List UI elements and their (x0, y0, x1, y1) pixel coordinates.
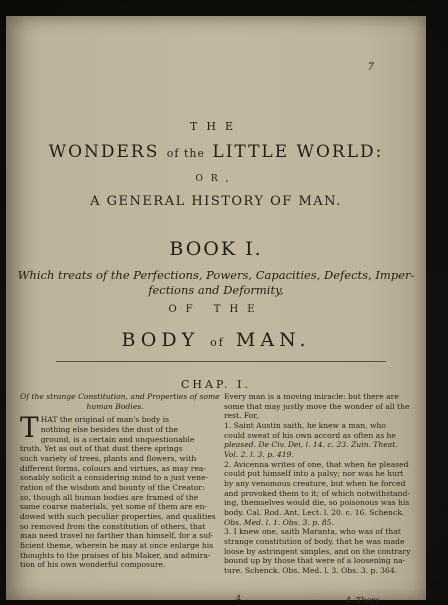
text-line: 2. Avicenna writes of one, that when he pleased (224, 459, 409, 469)
book-description-line: Which treats of the Perfections, Powers, Capacities, Defects, Imper- (17, 268, 415, 282)
text-line: dowed with such peculiar properties, and qualities (20, 511, 216, 521)
text-line: 3. I knew one, saith Maranta, who was of that (224, 527, 401, 537)
main-title-wonders: WONDERS (48, 142, 160, 162)
chapter-subtitle-line: human Bodies. (86, 401, 144, 411)
text-line: some that may justly move the wonder of all the (224, 401, 410, 411)
text-line: sonably solicit a considering mind to a just vene- (20, 473, 209, 483)
book-description (6, 268, 426, 298)
text-line: ficient theme, wherein he may at once enlarge his (20, 540, 214, 550)
header-the: THE (190, 120, 242, 133)
text-line: ing, themselves would die, so poisonous was his (224, 498, 410, 508)
chapter-subtitle (20, 392, 220, 411)
chapter-heading: CHAP. I. (181, 378, 251, 391)
citation-line: pleased. De Civ. Dei, l. 14. c. 23. Zuin. Theat. (224, 440, 398, 450)
text-line: ration of the wisdom and bounty of the Creator: (20, 482, 205, 492)
text-line: HAT the original of man's body is (40, 415, 170, 425)
of-the-heading: OF THE (168, 304, 264, 315)
text-line: by any venomous creature, but when he forced (224, 478, 406, 488)
text-line: same coarse materials, yet some of them are en- (20, 502, 208, 512)
text-line: 1. Saint Austin saith, he knew a man, who (224, 420, 386, 430)
book-title: BOOK I. (169, 238, 263, 260)
text-line: loose by astringent simples, and on the contrary (224, 546, 411, 556)
text-line: thoughts to the praises of his Maker, and admira- (20, 550, 211, 560)
main-title-of-the: of the (166, 147, 206, 160)
text-line: Every man is a moving miracle: but there are (224, 392, 399, 401)
book-description-line: fections and Deformity, (148, 283, 284, 297)
text-line: so removed from the constitution of others, that (20, 521, 206, 531)
main-title-little-world: LITTLE WORLD: (212, 142, 384, 162)
man-word: MAN. (235, 329, 311, 351)
text-line: strange constitution of body, that he was made (224, 536, 405, 546)
text-line: such variety of trees, plants and flowers, with (20, 453, 197, 463)
drop-cap: T (20, 411, 39, 445)
subtitle-general-history: A GENERAL HISTORY OF MAN. (90, 194, 342, 209)
book-page (6, 16, 426, 605)
text-line: ground, is a certain and unquestionable (40, 434, 195, 444)
right-column-text (224, 392, 411, 575)
of-word: of (210, 336, 225, 349)
text-line: could sweat of his own accord as often as he (224, 430, 396, 440)
text-line: bound up by those that were of a loosening na- (224, 556, 406, 566)
left-column-text (20, 392, 220, 570)
main-title (6, 142, 426, 162)
catchword: 4. There (346, 596, 380, 605)
page-number: 7 (367, 62, 374, 73)
signature-mark: 4 (236, 594, 242, 603)
text-line: truth. Yet as out of that dust there springs (20, 444, 183, 454)
text-line: tion of his own wonderful composure. (20, 560, 166, 570)
text-line: different forms, colours and virtues, as may rea- (20, 463, 206, 473)
citation-line: Obs. Med. l. 1. Obs. 3. p. 85. (224, 517, 334, 527)
text-line: and provoked them to it; of which notwithstand- (224, 488, 410, 498)
divider-rule (56, 361, 386, 362)
chapter-subtitle-line: Of the strange Constitution, and Properties of some (20, 392, 220, 401)
text-line: man need travel no farther than himself, for a suf- (20, 531, 214, 541)
text-line: body. Cal. Rod. Ant. Lect. l. 20. c. 16. Schenck. (224, 507, 405, 517)
citation-line: Vol. 2. l. 3. p. 419. (224, 449, 294, 459)
text-line: so, though all human bodies are framed of the (20, 492, 199, 502)
text-line: ture. Schenck. Obs. Med. l. 3. Obs. 3. p. 364. (224, 565, 398, 575)
text-line: could put himself into a palsy; nor was he hurt (224, 469, 404, 479)
text-line: rest. For, (224, 411, 259, 421)
body-word: BODY (121, 329, 200, 351)
body-of-man-heading (6, 329, 426, 351)
header-or: OR, (195, 174, 237, 184)
text-line: nothing else besides the dust of the (40, 424, 178, 434)
